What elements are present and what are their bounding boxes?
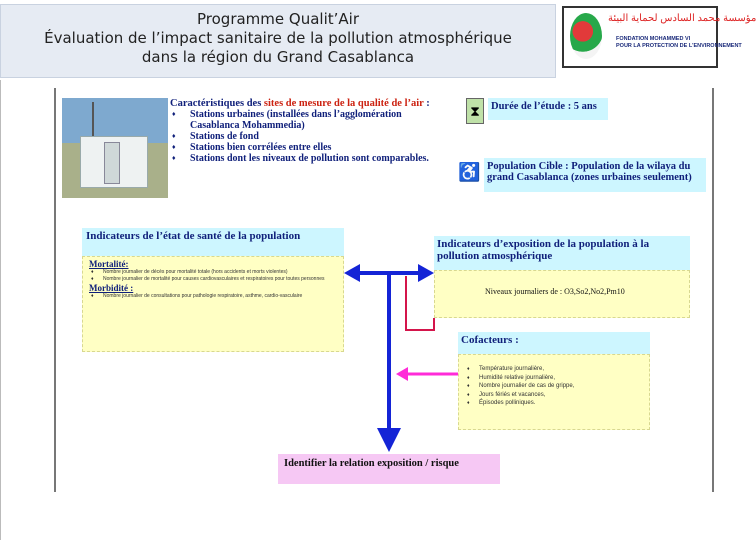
logo-fr-line-1: FONDATION MOHAMMED VI xyxy=(616,36,691,42)
health-indicators-title: Indicateurs de l’état de santé de la population xyxy=(82,228,344,256)
morbidity-item: ♦ Nombre journalier de consultations pour pathologie respiratoire, asthme, cardio-vasculaire xyxy=(89,293,337,300)
sites-item: ♦ Stations bien corrélées entre elles xyxy=(170,142,442,153)
red-connector-line xyxy=(406,276,434,330)
cofactor-item: ♦ Épisodes polliniques. xyxy=(465,399,643,408)
sites-title: Caractéristiques des sites de mesure de la qualité de l’air : xyxy=(170,98,430,109)
sites-item: ♦ Stations de fond xyxy=(170,131,442,142)
morbidity-heading: Morbidité : xyxy=(89,283,134,293)
logo-fr-line-2: POUR LA PROTECTION DE L'ENVIRONNEMENT xyxy=(616,43,742,49)
target-population-box: Population Cible : Population de la wilaya du grand Casablanca (zones urbaines seulement) xyxy=(484,158,706,192)
blue-vertical-arrow xyxy=(377,273,401,452)
sites-item: ♦ Stations urbaines (installées dans l’agglomération Casablanca Mohammedia) xyxy=(170,109,442,131)
daily-levels-text: Niveaux journaliers de : O3,So2,No2,Pm10 xyxy=(485,287,625,296)
title-line-1: Programme Qualit’Air xyxy=(197,10,359,28)
exposure-indicators-title: Indicateurs d’exposition de la population à la pollution atmosphérique xyxy=(434,236,690,270)
study-duration-box: Durée de l’étude : 5 ans xyxy=(488,98,608,120)
mortality-item: ♦ Nombre journalier de mortalité pour causes cardiovasculaires et respiratoires pour toutes personnes xyxy=(89,276,337,283)
hourglass-icon: ⧗ xyxy=(466,98,484,124)
mortality-heading: Mortalité: xyxy=(89,259,129,269)
cofactors-title: Cofacteurs : xyxy=(458,332,650,354)
identify-relation-box: Identifier la relation exposition / risque xyxy=(278,454,500,484)
cofactor-item: ♦ Humidité relative journalière, xyxy=(465,374,643,383)
title-line-2: Évaluation de l’impact sanitaire de la pollution atmosphérique xyxy=(44,29,512,47)
magenta-connector-arrow xyxy=(396,367,458,381)
logo-arabic-text: مؤسسة محمد السادس لحماية البيئة xyxy=(608,13,756,24)
cofactor-item: ♦ Température journalière, xyxy=(465,365,643,374)
sites-item: ♦ Stations dont les niveaux de pollution sont comparables. xyxy=(170,153,442,164)
cofactor-item: ♦ Jours fériés et vacances, xyxy=(465,391,643,400)
cofactor-item: ♦ Nombre journalier de cas de grippe, xyxy=(465,382,643,391)
mortality-item: ♦ Nombre journalier de décès pour mortalité totale (hors accidents et morts violentes) xyxy=(89,269,337,276)
person-icon: ♿ xyxy=(458,162,481,182)
title-line-3: dans la région du Grand Casablanca xyxy=(141,48,415,66)
